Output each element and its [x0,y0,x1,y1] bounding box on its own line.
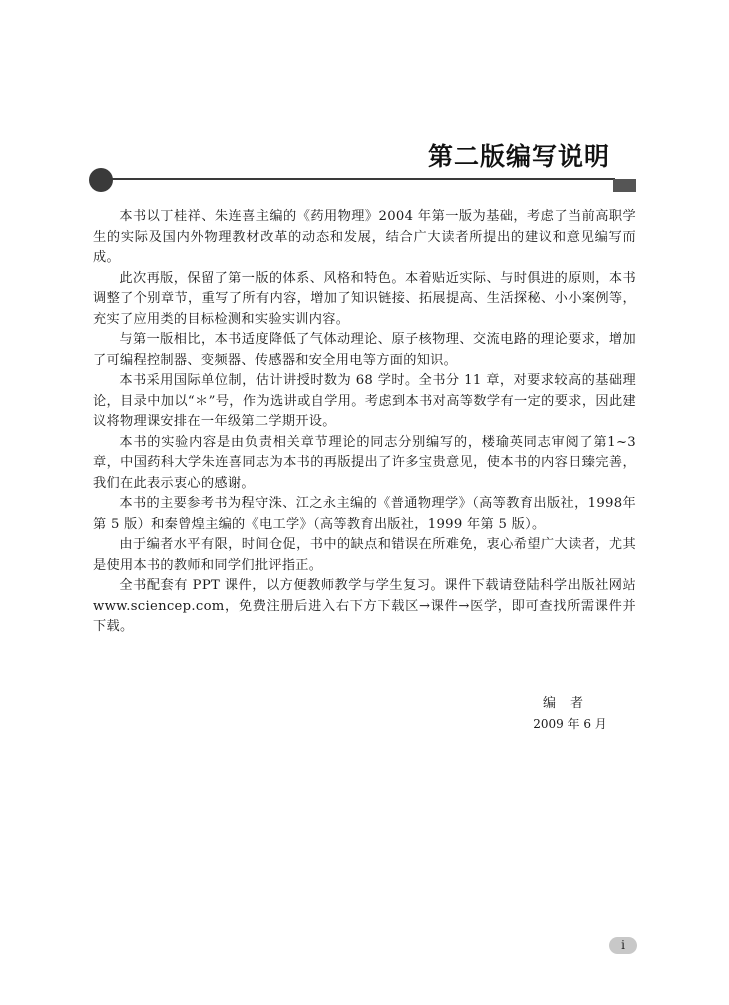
paragraph-3: 与第一版相比，本书适度降低了气体动理论、原子核物理、交流电路的理论要求，增加了可编程控制器、变频器、传感器和安全用电等方面的知识。 [93,332,636,368]
body-text [93,207,636,638]
paragraph-5: 本书的实验内容是由负责相关章节理论的同志分别编写的，楼瑜英同志审阅了第1~3 章，中国药科大学朱连喜同志为本书的再版提出了许多宝贵意见，使本书的内容日臻完善，我们在此表示衷心的感谢。 [93,434,636,491]
paragraph-8: 全书配套有 PPT 课件，以方便教师教学与学生复习。课件下载请登陆科学出版社网站 www.sciencep.com，免费注册后进入右下方下载区→课件→医学，即可查找所需课件并下载。 [93,578,636,634]
page-number-badge: i [609,937,637,954]
page-title: 第二版编写说明 [427,142,610,171]
title-rule-line [110,178,615,180]
paragraph-1: 本书以丁桂祥、朱连喜主编的《药用物理》2004 年第一版为基础，考虑了当前高职学生的实际及国内外物理教材改革的动态和发展，结合广大读者所提出的建议和意见编写而成。 [93,209,636,265]
paragraph-6: 本书的主要参考书为程守洙、江之永主编的《普通物理学》（高等教育出版社，1998年第 5 版）和秦曾煌主编的《电工学》（高等教育出版社，1999 年第 5 版）。 [93,496,636,532]
title-rule-dot [89,168,113,192]
paragraph-7: 由于编者水平有限，时间仓促，书中的缺点和错误在所难免，衷心希望广大读者，尤其是使用本书的教师和同学们批评指正。 [93,537,636,573]
signature-author: 编者 [542,696,597,711]
paragraph-2: 此次再版，保留了第一版的体系、风格和特色。本着贴近实际、与时俱进的原则，本书调整了个别章节，重写了所有内容，增加了知识链接、拓展提高、生活探秘、小小案例等，充实了应用类的目标检测和实验实训内容。 [93,270,636,327]
paragraph-4: 本书采用国际单位制，估计讲授时数为 68 学时。全书分 11 章，对要求较高的基础理论，目录中加以“＊”号，作为选讲或自学用。考虑到本书对高等数学有一定的要求，因此建议将物理课安排在一年级第二学期开设。 [93,373,636,429]
title-rule-square [613,179,636,192]
signature-date: 2009 年 6 月 [533,717,607,731]
